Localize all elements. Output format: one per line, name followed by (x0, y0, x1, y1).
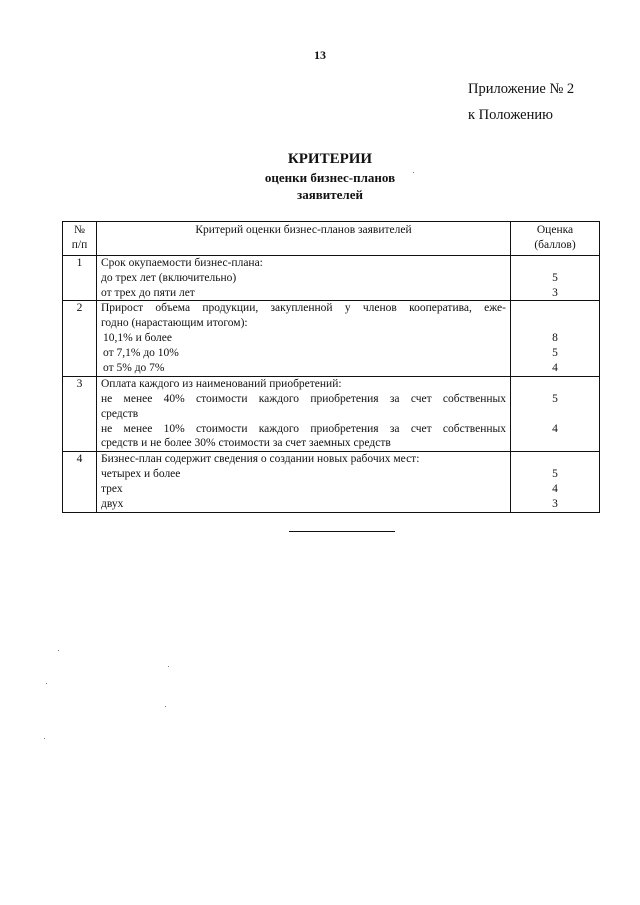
table-header-row (63, 222, 600, 256)
title-main: КРИТЕРИИ (287, 151, 373, 167)
criterion-option: двух (101, 498, 124, 511)
criterion-option: трех (101, 483, 123, 496)
header-score (511, 222, 600, 256)
scan-speck (413, 172, 414, 173)
score-value: 5 (552, 468, 558, 481)
criterion-heading-cont: годно (нарастающим итогом): (101, 317, 248, 330)
row-score (511, 301, 600, 376)
criterion-heading: Прирост объема продукции, закупленной у членов кооператива, еже- (101, 302, 506, 315)
row-number: 2 (63, 301, 97, 376)
table-row (63, 452, 600, 513)
score-value: 5 (552, 392, 558, 405)
row-criterion (97, 452, 511, 513)
criterion-option: от трех до пяти лет (101, 286, 195, 299)
header-criterion-text: Критерий оценки бизнес-планов заявителей (195, 224, 412, 236)
row-criterion (97, 301, 511, 376)
row-score (511, 376, 600, 451)
score-value: 4 (552, 362, 558, 375)
row-score (511, 255, 600, 301)
header-number-line-2: п/п (71, 238, 88, 251)
score-value: 8 (552, 332, 558, 345)
row-number: 3 (63, 376, 97, 451)
page-number: 13 (314, 48, 326, 62)
criteria-table (62, 221, 600, 513)
row-criterion (97, 255, 511, 301)
criterion-option: четырех и более (101, 468, 181, 481)
appendix-line-2: к Положению (468, 107, 553, 123)
scan-speck (165, 706, 166, 707)
header-criterion (97, 222, 511, 256)
title-sub-2: заявителей (297, 187, 363, 202)
criterion-heading: Оплата каждого из наименований приобретений: (101, 377, 342, 390)
row-score (511, 452, 600, 513)
document-title (0, 150, 640, 203)
scan-speck (58, 650, 59, 651)
score-value: 3 (552, 498, 558, 511)
table-row (63, 301, 600, 376)
score-value: 4 (552, 483, 558, 496)
criterion-option: не менее 40% стоимости каждого приобретения за счет собственных (101, 392, 506, 405)
criterion-option: не менее 10% стоимости каждого приобретения за счет собственных (101, 422, 506, 435)
score-value: 3 (552, 286, 558, 299)
criterion-option-cont: средств (101, 407, 139, 420)
criterion-heading: Бизнес-план содержит сведения о создании новых рабочих мест: (101, 453, 420, 466)
score-value: 5 (552, 347, 558, 360)
header-number (63, 222, 97, 256)
criterion-option: от 7,1% до 10% (103, 347, 179, 360)
row-number: 1 (63, 255, 97, 301)
score-value: 5 (552, 271, 558, 284)
row-number: 4 (63, 452, 97, 513)
scan-speck (44, 738, 45, 739)
criterion-option: от 5% до 7% (103, 362, 165, 375)
criterion-option: до трех лет (включительно) (101, 271, 237, 284)
scan-speck (46, 683, 47, 684)
score-value: 4 (552, 422, 558, 435)
header-number-line-1: № (74, 224, 85, 236)
criterion-option: 10,1% и более (103, 332, 173, 345)
header-score-line-2: (баллов) (534, 238, 576, 251)
criterion-heading: Срок окупаемости бизнес-плана: (101, 256, 263, 269)
closing-rule (289, 531, 395, 532)
criterion-option-cont: средств и не более 30% стоимости за счет заемных средств (101, 437, 391, 450)
table-row (63, 255, 600, 301)
row-criterion (97, 376, 511, 451)
appendix-reference (468, 76, 574, 128)
table-row (63, 376, 600, 451)
header-score-line-1: Оценка (536, 224, 574, 236)
appendix-line-1: Приложение № 2 (468, 81, 575, 97)
title-sub-1: оценки бизнес-планов (264, 170, 396, 185)
scan-speck (168, 666, 169, 667)
